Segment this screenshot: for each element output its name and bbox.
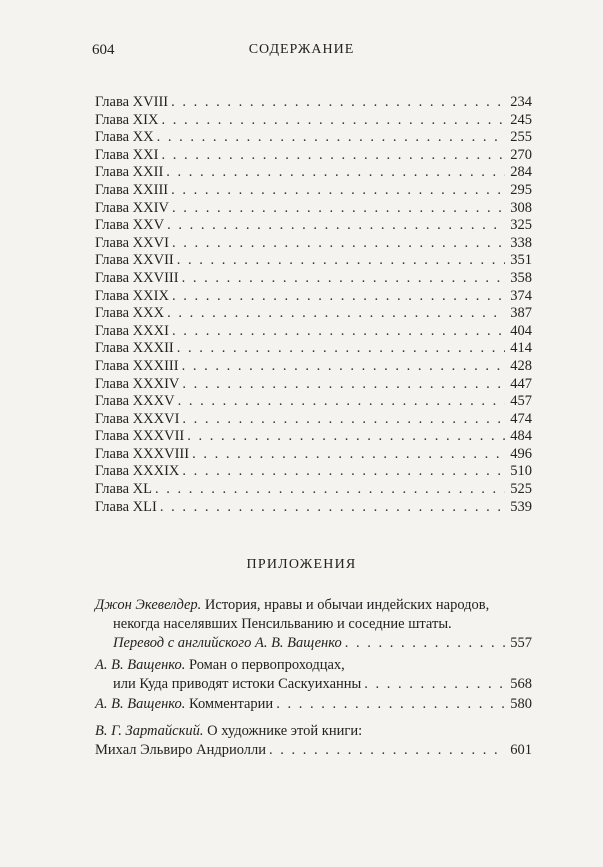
- toc-page-number: 525: [510, 481, 532, 498]
- toc-page-number: 308: [510, 199, 532, 216]
- toc-row[interactable]: [95, 182, 532, 200]
- leader-dots: [172, 235, 505, 253]
- leader-dots: [182, 358, 505, 376]
- appendix-page: 580: [510, 696, 532, 712]
- appendix-title: Роман о первопроходцах,: [185, 657, 345, 673]
- toc-chapter-label: Глава XXIV: [95, 199, 169, 216]
- leader-dots: [167, 217, 505, 235]
- appendix-author: А. В. Ващенко.: [95, 657, 186, 673]
- leader-dots: [269, 741, 505, 760]
- toc-row[interactable]: [95, 393, 532, 411]
- toc-chapter-label: Глава XXVII: [95, 252, 174, 269]
- leader-dots: [171, 94, 505, 112]
- leader-dots: [155, 481, 505, 499]
- toc-chapter-label: Глава XIX: [95, 111, 159, 128]
- leader-dots: [172, 200, 505, 218]
- leader-dots: [161, 112, 505, 130]
- toc-page-number: 510: [510, 463, 532, 480]
- appendix-entry-artist[interactable]: [95, 722, 532, 760]
- toc-page-number: 234: [510, 94, 532, 110]
- toc-row[interactable]: [95, 164, 532, 182]
- leader-dots: [187, 428, 505, 446]
- toc-chapter-label: Глава XXXV: [95, 393, 175, 410]
- leader-dots: [157, 129, 505, 147]
- toc-row[interactable]: [95, 112, 532, 130]
- toc-page-number: 539: [510, 498, 532, 515]
- toc-page-number: 325: [510, 217, 532, 234]
- toc-page-number: 457: [510, 393, 532, 410]
- toc-page-number: 245: [510, 111, 532, 128]
- appendix-entry-comments[interactable]: [95, 695, 532, 714]
- toc-chapter-label: Глава XVIII: [95, 94, 169, 110]
- appendix-title: О художнике этой книги:: [203, 723, 363, 739]
- toc-chapter-label: Глава XXXIX: [95, 463, 180, 480]
- toc-page-number: 284: [510, 164, 532, 181]
- appendix-translator: Перевод с английского А. В. Ващенко: [113, 635, 342, 651]
- toc-row[interactable]: [95, 428, 532, 446]
- leader-dots: [364, 675, 505, 694]
- toc-row[interactable]: [95, 200, 532, 218]
- toc-row[interactable]: [95, 463, 532, 481]
- toc-row[interactable]: [95, 323, 532, 341]
- toc-chapter-label: Глава XXX: [95, 305, 165, 322]
- toc-chapter-label: Глава XXI: [95, 146, 159, 163]
- leader-dots: [182, 270, 505, 288]
- toc-page-number: 374: [510, 287, 532, 304]
- toc-row[interactable]: [95, 129, 532, 147]
- appendix-page: 568: [510, 676, 532, 692]
- toc-page-number: 404: [510, 322, 532, 339]
- leader-dots: [192, 446, 505, 464]
- toc-page-number: 338: [510, 234, 532, 251]
- appendix-author: В. Г. Зартайский.: [95, 723, 204, 739]
- toc-chapter-label: Глава XLI: [95, 498, 157, 515]
- appendix-title-cont: некогда населявших Пенсильванию и соседние штаты.: [113, 616, 452, 632]
- leader-dots: [182, 376, 505, 394]
- toc-page-number: 387: [510, 305, 532, 322]
- leader-dots: [177, 252, 505, 270]
- toc-row[interactable]: [95, 270, 532, 288]
- toc-page-number: 255: [510, 129, 532, 146]
- toc-page-number: 474: [510, 410, 532, 427]
- leader-dots: [172, 323, 505, 341]
- appendix-page: 557: [510, 635, 532, 651]
- toc-row[interactable]: [95, 288, 532, 306]
- toc-row[interactable]: [95, 358, 532, 376]
- page-number: 604: [92, 42, 115, 58]
- toc-chapter-label: Глава XXXIV: [95, 375, 180, 392]
- toc-chapter-label: Глава XXVI: [95, 234, 169, 251]
- toc-chapter-label: Глава XXXVII: [95, 428, 185, 445]
- toc-chapter-label: Глава XXXVIII: [95, 445, 190, 462]
- toc-page-number: 358: [510, 269, 532, 286]
- toc-row[interactable]: [95, 217, 532, 235]
- toc-page-number: 428: [510, 357, 532, 374]
- toc-row[interactable]: [95, 446, 532, 464]
- leader-dots: [178, 393, 505, 411]
- section-heading-appendices: ПРИЛОЖЕНИЯ: [246, 557, 357, 572]
- toc-chapter-label: Глава XX: [95, 129, 154, 146]
- toc-page-number: 270: [510, 146, 532, 163]
- toc-page-number: 351: [510, 252, 532, 269]
- appendix-entry-roman[interactable]: [95, 656, 532, 694]
- toc-chapter-label: Глава XXV: [95, 217, 165, 234]
- leader-dots: [345, 634, 505, 653]
- toc-chapter-label: Глава XXIII: [95, 181, 169, 198]
- leader-dots: [172, 288, 505, 306]
- appendix-author: А. В. Ващенко.: [95, 696, 186, 712]
- toc-chapter-label: Глава XXVIII: [95, 269, 179, 286]
- leader-dots: [167, 305, 505, 323]
- toc-row[interactable]: [95, 340, 532, 358]
- toc-row[interactable]: [95, 376, 532, 394]
- toc-row[interactable]: [95, 411, 532, 429]
- toc-row[interactable]: [95, 147, 532, 165]
- toc-chapter-label: Глава XXXVI: [95, 410, 180, 427]
- toc-row[interactable]: [95, 235, 532, 253]
- leader-dots: [166, 164, 505, 182]
- toc-page-number: 484: [510, 428, 532, 445]
- toc-row[interactable]: [95, 94, 532, 112]
- leader-dots: [182, 411, 505, 429]
- leader-dots: [160, 499, 505, 517]
- toc-row[interactable]: [95, 481, 532, 499]
- appendix-author: Джон Экевелдер.: [95, 597, 202, 613]
- toc-chapter-label: Глава XXII: [95, 164, 164, 181]
- toc-row[interactable]: [95, 305, 532, 323]
- toc-page-number: 496: [510, 445, 532, 462]
- leader-dots: [276, 695, 505, 714]
- toc-row[interactable]: [95, 499, 532, 517]
- leader-dots: [171, 182, 505, 200]
- toc-page-number: 295: [510, 181, 532, 198]
- toc-row[interactable]: [95, 252, 532, 270]
- leader-dots: [177, 340, 505, 358]
- appendix-title-cont: или Куда приводят истоки Саскуиханны: [113, 676, 362, 692]
- appendix-title-cont: Михал Эльвиро Андриолли: [95, 742, 267, 758]
- toc-chapter-label: Глава XL: [95, 481, 153, 498]
- appendix-entry-ekevelder[interactable]: [95, 596, 532, 653]
- toc-chapter-label: Глава XXXII: [95, 340, 174, 357]
- leader-dots: [182, 463, 505, 481]
- appendix-title: Комментарии: [185, 696, 274, 712]
- appendix-title: История, нравы и обычаи индейских народов,: [201, 597, 490, 613]
- toc-chapter-label: Глава XXXI: [95, 322, 169, 339]
- appendix-page: 601: [510, 742, 532, 758]
- leader-dots: [161, 147, 505, 165]
- table-of-contents: [95, 94, 532, 516]
- toc-page-number: 414: [510, 340, 532, 357]
- toc-chapter-label: Глава XXIX: [95, 287, 169, 304]
- running-head: СОДЕРЖАНИЕ: [248, 42, 355, 57]
- toc-page-number: 447: [510, 375, 532, 392]
- toc-chapter-label: Глава XXXIII: [95, 357, 179, 374]
